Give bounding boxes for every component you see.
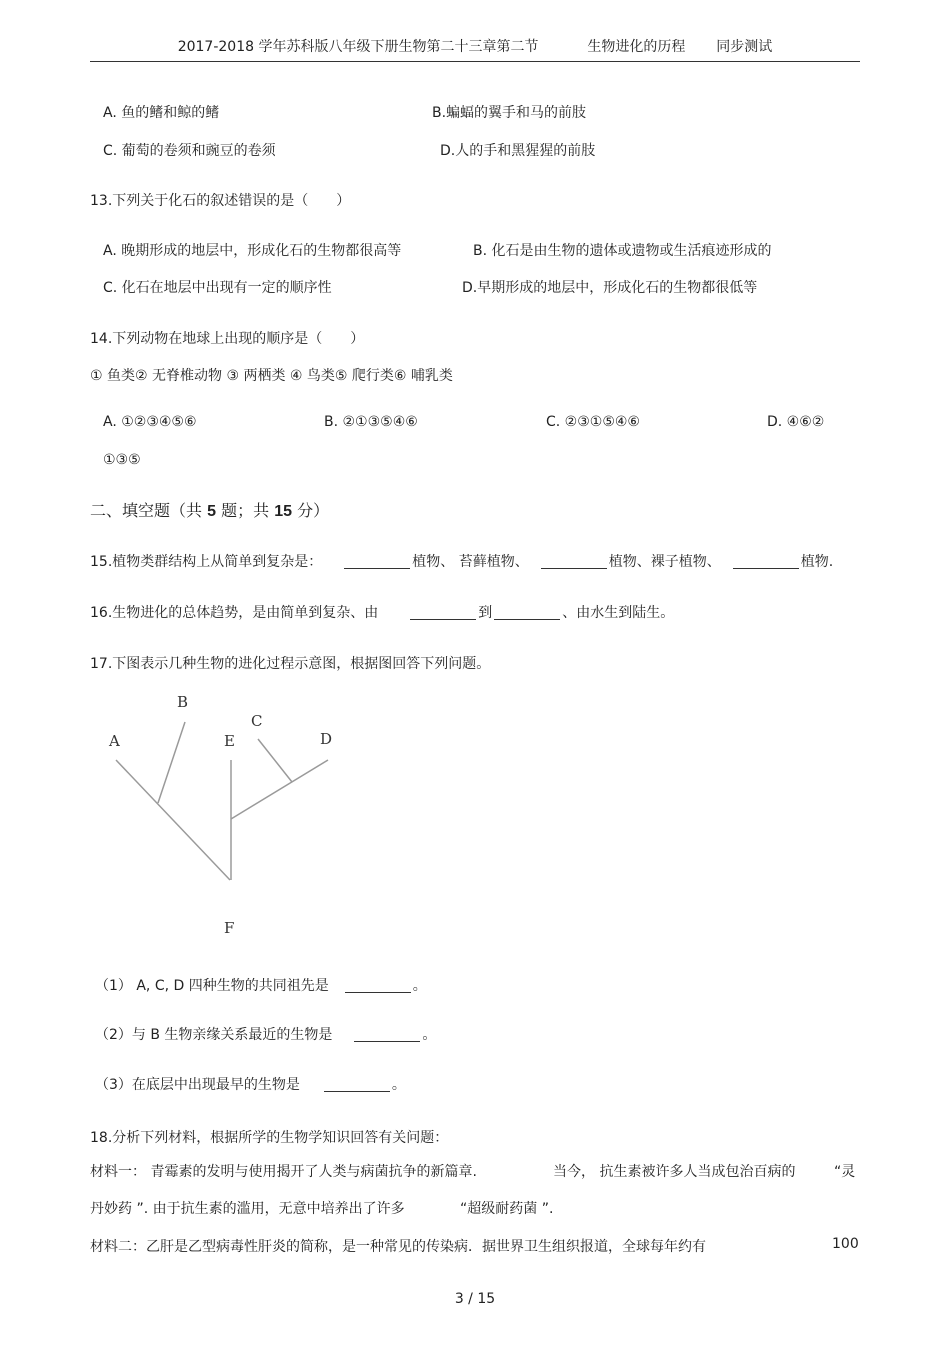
q18-material-1-line-1: 材料一： 青霉素的发明与使用揭开了人类与病菌抗争的新篇章. — [90, 1164, 477, 1180]
q14-option-a: A. ①②③④⑤⑥ — [103, 414, 197, 430]
q18-material-2-number: 100 — [832, 1236, 859, 1252]
q17-sub-1-text: （1） A, C, D 四种生物的共同祖先是 — [95, 978, 329, 994]
evolution-tree-diagram — [100, 688, 350, 938]
q18-material-1-line-2b: “超级耐药菌 ”. — [460, 1201, 554, 1217]
q18-stem: 18.分析下列材料，根据所学的生物学知识回答有关问题： — [90, 1130, 449, 1146]
q15-blank-1[interactable] — [344, 554, 410, 569]
q17-sub-2-end: 。 — [422, 1027, 437, 1043]
q17-blank-1[interactable] — [345, 978, 411, 993]
q13-stem: 13.下列关于化石的叙述错误的是（ ） — [90, 193, 351, 209]
q16-blank-1[interactable] — [410, 605, 476, 620]
label-f: F — [224, 919, 235, 937]
q17-sub-3-end: 。 — [391, 1077, 406, 1093]
q15-blank-3[interactable] — [733, 554, 799, 569]
q16-part-2: 、由水生到陆生。 — [562, 605, 675, 621]
q17-sub-2-text: （2）与 B 生物亲缘关系最近的生物是 — [95, 1027, 333, 1043]
section-heading — [90, 498, 329, 521]
label-c: C — [251, 712, 263, 730]
branch-b — [158, 722, 185, 803]
header-rule — [90, 61, 860, 62]
q13-option-c: C. 化石在地层中出现有一定的顺序性 — [103, 280, 332, 296]
q12-option-c: C. 葡萄的卷须和豌豆的卷须 — [103, 143, 276, 159]
q18-material-1-line-2: 丹妙药 ”. 由于抗生素的滥用，无意中培养出了许多 — [90, 1201, 405, 1217]
q14-stem: 14.下列动物在地球上出现的顺序是（ ） — [90, 331, 365, 347]
q16 — [90, 602, 674, 622]
q14-items: ① 鱼类② 无脊椎动物 ③ 两栖类 ④ 鸟类⑤ 爬行类⑥ 哺乳类 — [90, 368, 453, 384]
q14-option-d: D. ④⑥② — [767, 414, 825, 430]
q13-option-d: D.早期形成的地层中，形成化石的生物都很低等 — [462, 280, 758, 296]
q13-option-a: A. 晚期形成的地层中，形成化石的生物都很高等 — [103, 243, 402, 259]
label-b: B — [177, 693, 189, 711]
label-e: E — [224, 732, 235, 750]
q12-option-a: A. 鱼的鳍和鲸的鳍 — [103, 105, 220, 121]
q14-option-c: C. ②③①⑤④⑥ — [546, 414, 640, 430]
q16-blank-2[interactable] — [494, 605, 560, 620]
header-title: 2017-2018 学年苏科版八年级下册生物第二十三章第二节 — [177, 39, 539, 55]
q15-part-1: 植物、 苔藓植物、 — [412, 554, 529, 570]
q15-part-2: 植物、裸子植物、 — [608, 554, 721, 570]
section-prefix: 二、填空题（共 — [90, 501, 203, 520]
q15 — [90, 551, 833, 571]
page-header — [0, 36, 950, 56]
q16-part-1: 到 — [478, 605, 493, 621]
q18-material-1-line-1b: 当今， 抗生素被许多人当成包治百病的 — [553, 1164, 796, 1180]
q17-blank-2[interactable] — [354, 1027, 420, 1042]
q17-sub-1-end: 。 — [412, 978, 427, 994]
branch-d — [231, 760, 328, 819]
q17-sub-1 — [95, 975, 427, 995]
q14-option-d-continued: ①③⑤ — [103, 452, 141, 468]
label-d: D — [320, 730, 333, 748]
q16-stem: 16.生物进化的总体趋势，是由简单到复杂、由 — [90, 605, 379, 621]
q14-option-b: B. ②①③⑤④⑥ — [324, 414, 418, 430]
q12-option-b: B.蝙蝠的翼手和马的前肢 — [432, 105, 587, 121]
q17-sub-2 — [95, 1024, 436, 1044]
header-subtitle: 生物进化的历程 — [587, 39, 686, 55]
q17-sub-3 — [95, 1074, 406, 1094]
q13-option-b: B. 化石是由生物的遗体或遗物或生活痕迹形成的 — [473, 243, 772, 259]
header-tag: 同步测试 — [716, 39, 773, 55]
branch-a-to-f — [116, 760, 230, 880]
section-mid: 题；共 — [221, 501, 270, 520]
q12-option-d: D.人的手和黑猩猩的前肢 — [440, 143, 596, 159]
label-a: A — [109, 732, 120, 750]
q17-stem: 17.下图表示几种生物的进化过程示意图，根据图回答下列问题。 — [90, 656, 491, 672]
q17-sub-3-text: （3）在底层中出现最早的生物是 — [95, 1077, 300, 1093]
page-number: 3 / 15 — [454, 1291, 496, 1307]
q15-stem: 15.植物类群结构上从简单到复杂是： — [90, 554, 323, 570]
q17-blank-3[interactable] — [324, 1077, 390, 1092]
q15-blank-2[interactable] — [541, 554, 607, 569]
q15-part-3: 植物. — [800, 554, 834, 570]
section-score: 15 — [274, 503, 293, 520]
q18-material-1-line-1c: “灵 — [834, 1164, 856, 1180]
q18-material-2-line-1: 材料二：乙肝是乙型病毒性肝炎的简称，是一种常见的传染病．据世界卫生组织报道，全球每年约有 — [90, 1239, 706, 1255]
section-suffix: 分） — [297, 501, 330, 520]
branch-c — [258, 739, 292, 782]
section-count: 5 — [207, 503, 217, 520]
